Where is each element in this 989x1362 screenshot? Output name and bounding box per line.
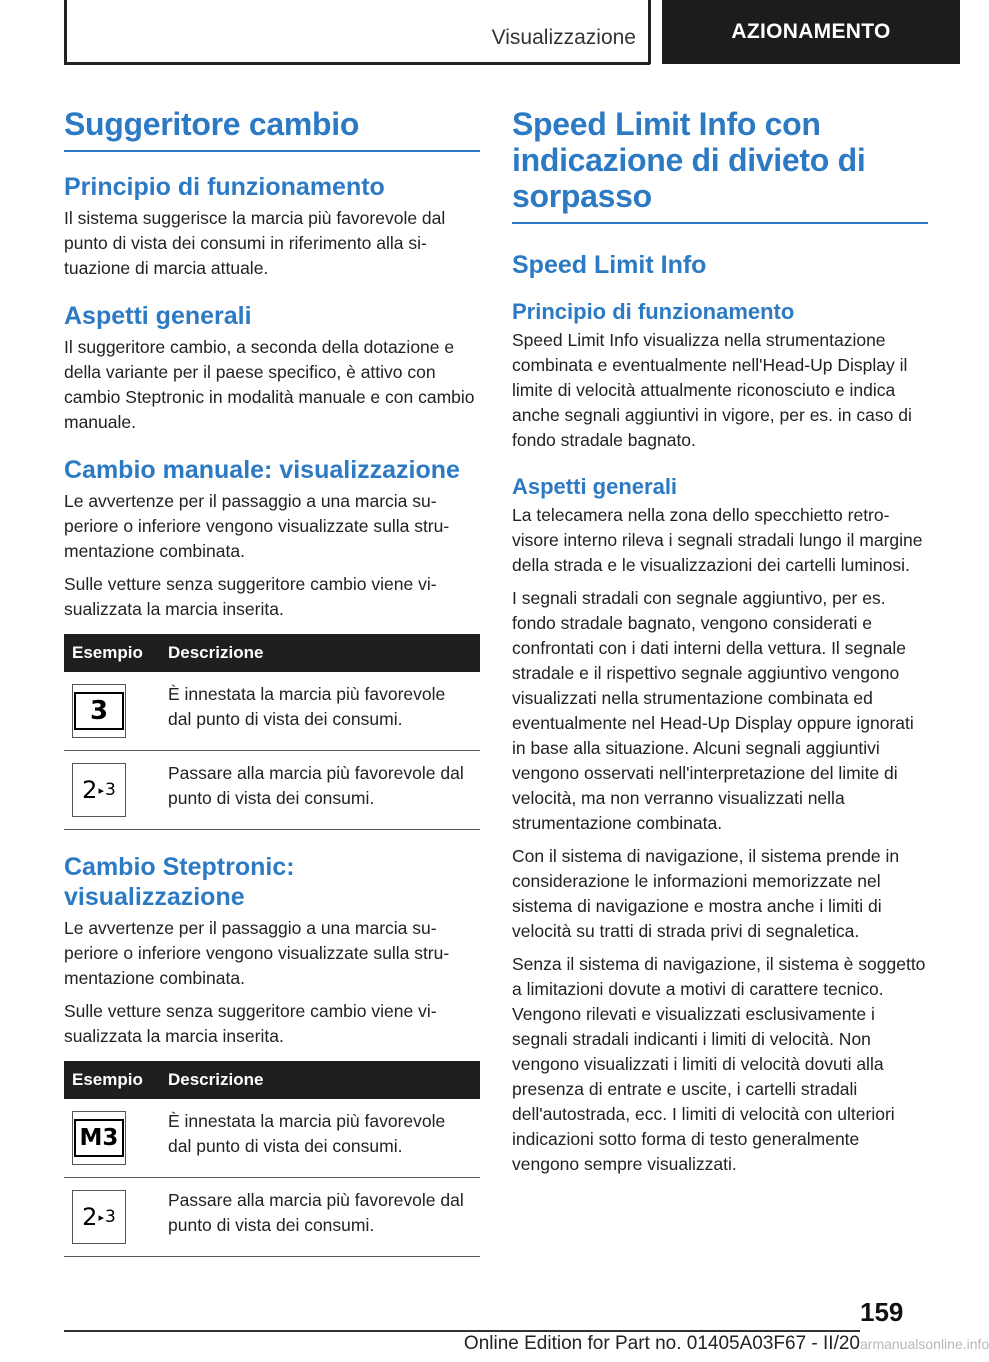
paragraph-principle: Speed Limit Info visualizza nella strumentazione combinata e eventualmente nell'Head-Up Display il limite di velocità attualmente riconosciuto e indica anche segnali aggiuntivi in vigore, per es. in caso di fondo stradale bagnato.: [512, 330, 912, 450]
section-title-speed-limit: Speed Limit Info con indicazione di divieto di sorpasso: [512, 106, 928, 224]
table-header-example: Esempio: [64, 1061, 160, 1099]
table-cell-description: È innestata la marcia più favorevole dal punto di vista dei consumi.: [160, 672, 480, 751]
table-row: [64, 1099, 480, 1178]
table-row: [64, 751, 480, 830]
footer-watermark: armanualsonline.info: [860, 1336, 989, 1352]
heading-principle: Principio di funzionamento: [64, 173, 385, 201]
shift-from-gear: 2: [82, 775, 98, 804]
paragraph-manual-1: Le avvertenze per il passaggio a una marcia superiore o inferiore vengono visualizzate sulla strumentazione combinata.: [64, 491, 450, 561]
table-cell-icon: [64, 672, 160, 751]
page-number: 159: [860, 1297, 904, 1327]
shift-to-gear: 3: [104, 1206, 116, 1227]
shift-to-gear: 3: [104, 779, 116, 800]
heading-general: Aspetti generali: [64, 302, 252, 330]
left-column: [64, 100, 480, 1257]
header-mid-rule: [648, 0, 651, 64]
paragraph-general-4: Senza il sistema di navigazione, il sistema è soggetto a limitazioni dovute a motivi di carattere tecnico. Vengono rilevati e visualizzati esclusivamente i segnali stradali indicanti i limiti di velocità. Non vengono visualizzati i limiti di velocità dovuti alla presenza di entrate e uscite, i cartelli stradali dell'autostrada, ecc. I limiti di velocità con ulteriori indicazioni sotto forma di testo generalmente vengono sempre visualizzati.: [512, 954, 926, 1174]
heading-speed-limit-info: Speed Limit Info: [512, 251, 707, 279]
header-bottom-rule: [64, 62, 650, 65]
footer-edition: Online Edition for Part no. 01405A03F67 - II/20: [463, 1333, 860, 1354]
table-cell-description: Passare alla marcia più favorevole dal punto di vista dei consumi.: [160, 751, 480, 830]
table-cell-description: Passare alla marcia più favorevole dal punto di vista dei consumi.: [160, 1178, 480, 1257]
table-row: [64, 1178, 480, 1257]
table-row: [64, 672, 480, 751]
shift-up-icon: [72, 763, 126, 817]
manual-gear-table: [64, 634, 480, 830]
gear-indicator-icon: [72, 684, 126, 738]
shift-arrow-icon: ▸: [98, 1210, 104, 1224]
table-header-description: Descrizione: [160, 634, 480, 672]
paragraph-general: Il suggeritore cambio, a seconda della dotazione e della variante per il paese specifico, è attivo con cambio Steptronic in modalità manuale e con cambio manuale.: [64, 337, 475, 432]
table-cell-description: È innestata la marcia più favorevole dal punto di vista dei consumi.: [160, 1099, 480, 1178]
table-header-description: Descrizione: [160, 1061, 480, 1099]
shift-up-icon: [72, 1190, 126, 1244]
paragraph-manual-2: Sulle vetture senza suggeritore cambio viene visualizzata la marcia inserita.: [64, 574, 437, 619]
paragraph-steptronic-2: Sulle vetture senza suggeritore cambio viene visualizzata la marcia inserita.: [64, 1001, 437, 1046]
header-section: Visualizzazione: [491, 26, 636, 49]
paragraph-general-3: Con il sistema di navigazione, il sistema prende in considerazione le informazioni memorizzate nel sistema di navigazione e mostra anche i limiti di velocità su tratti di strada privi di segnaletica.: [512, 846, 900, 941]
paragraph-steptronic-1: Le avvertenze per il passaggio a una marcia superiore o inferiore vengono visualizzate sulla strumentazione combinata.: [64, 918, 450, 988]
header-left-rule: [64, 0, 67, 64]
heading-principle: Principio di funzionamento: [512, 299, 795, 324]
section-title-gear-shift: Suggeritore cambio: [64, 106, 480, 152]
table-cell-icon: [64, 751, 160, 830]
shift-from-gear: 2: [82, 1202, 98, 1231]
paragraph-principle: Il sistema suggerisce la marcia più favorevole dal punto di vista dei consumi in riferimento alla situazione di marcia attuale.: [64, 208, 446, 278]
heading-manual-display: Cambio manuale: visualizzazione: [64, 456, 460, 484]
table-header-example: Esempio: [64, 634, 160, 672]
heading-general: Aspetti generali: [512, 474, 678, 499]
shift-arrow-icon: ▸: [98, 783, 104, 797]
gear-value: 3: [74, 692, 124, 730]
gear-value: M3: [74, 1119, 124, 1157]
heading-steptronic-display: Cambio Steptronic: visualizzazione: [64, 853, 295, 911]
paragraph-general-1: La telecamera nella zona dello specchietto retrovisore interno rileva i segnali stradali lungo il margine della strada e le visualizzazioni dei cartelli luminosi.: [512, 505, 923, 575]
table-cell-icon: [64, 1178, 160, 1257]
header-chapter: AZIONAMENTO: [662, 0, 960, 64]
gear-indicator-icon: [72, 1111, 126, 1165]
right-column: [512, 100, 928, 1185]
footer-rule: [64, 1330, 860, 1332]
paragraph-general-2: I segnali stradali con segnale aggiuntivo, per es. fondo stradale bagnato, vengono considerati e confrontati con i dati interni della vettura. Il segnale stradale e il rispettivo segnale aggiuntivo vengono visualizzati nella strumentazione combinata ed eventualmente nel Head-Up Display oppure ignorati in base alla situazione. Alcuni segnali aggiuntivi vengono osservati nell'interpretazione del limite di velocità, ma non verranno visualizzati nella strumentazione combinata.: [512, 588, 914, 833]
steptronic-gear-table: [64, 1061, 480, 1257]
table-cell-icon: [64, 1099, 160, 1178]
